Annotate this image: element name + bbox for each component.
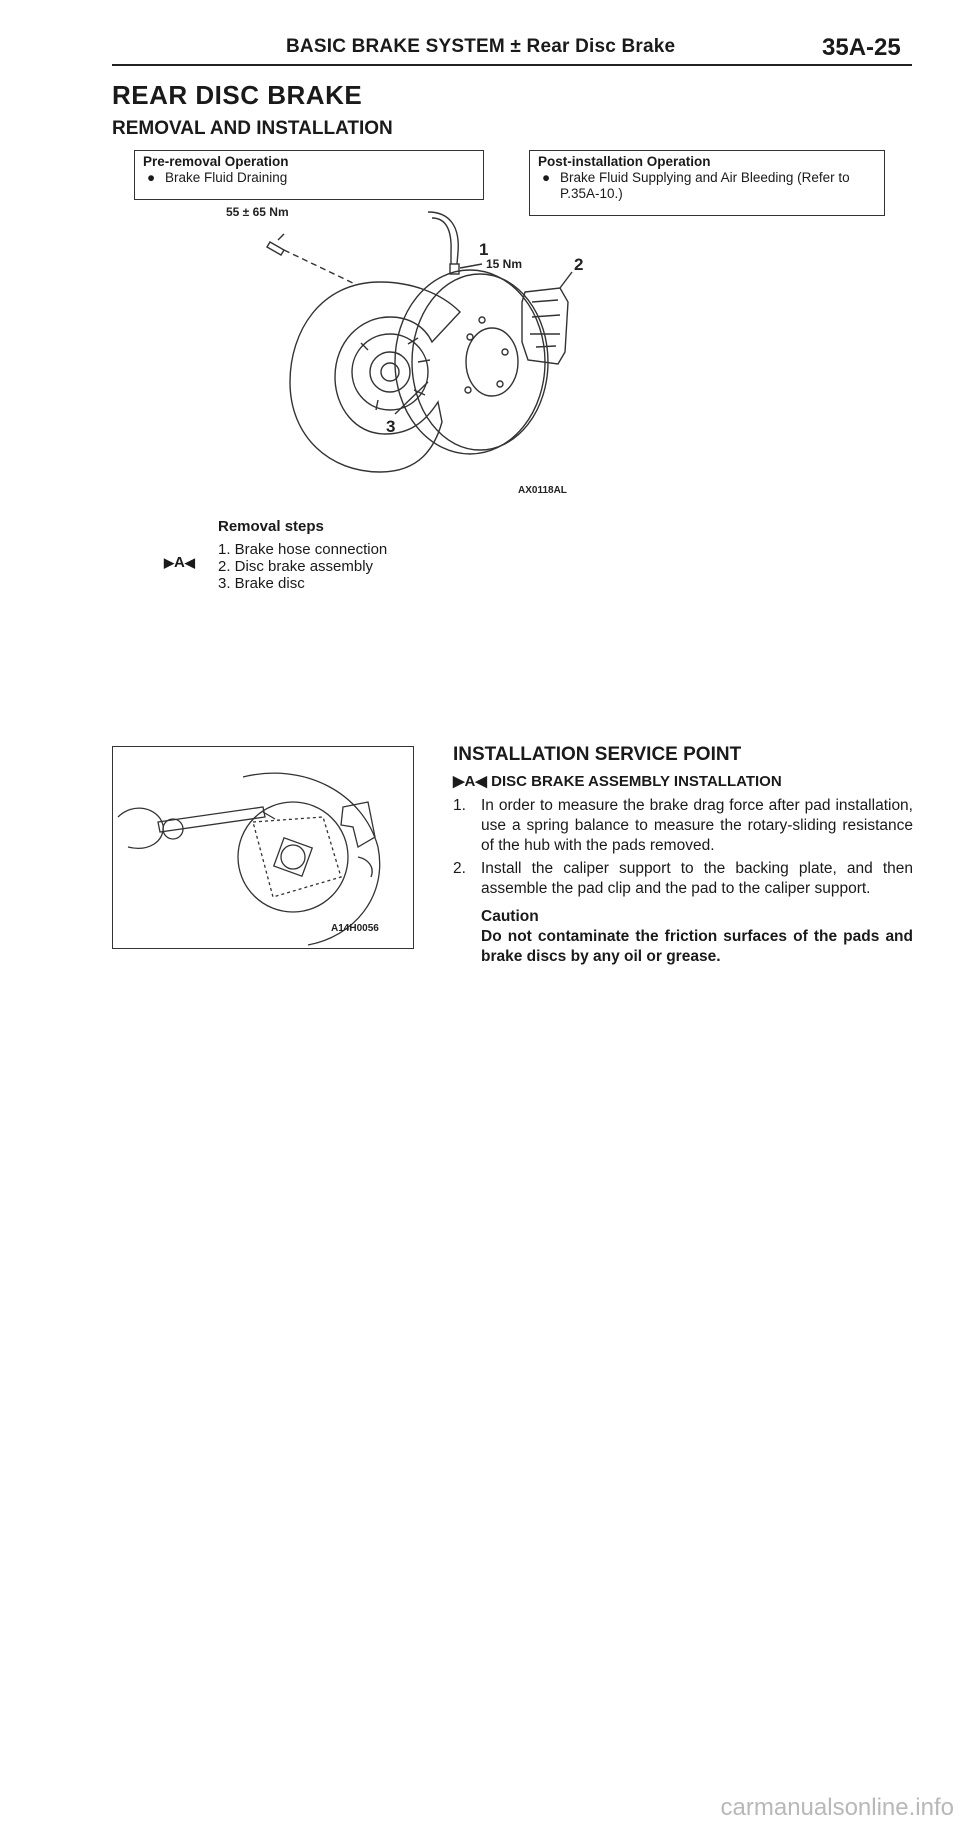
removal-step-3: 3. Brake disc (218, 575, 305, 592)
section-subtitle: REMOVAL AND INSTALLATION (112, 118, 393, 139)
post-installation-title: Post-installation Operation (538, 154, 711, 169)
brake-disc (395, 270, 545, 454)
callout-2: 2 (574, 255, 584, 274)
caution-text: Do not contaminate the friction surfaces of the pads and brake discs by any oil or grease. (481, 928, 913, 965)
step-number: 1. (453, 797, 466, 814)
step-number: 2. (453, 860, 466, 877)
installation-step-1 (453, 796, 913, 856)
marker-letter: A (464, 773, 476, 790)
post-installation-item (538, 170, 876, 202)
pre-removal-item (143, 170, 475, 186)
section-title: REAR DISC BRAKE (112, 80, 363, 110)
left-triangle-icon: ◀ (184, 555, 195, 570)
installation-subtitle: DISC BRAKE ASSEMBLY INSTALLATION (491, 773, 782, 790)
removal-step-1: 1. Brake hose connection (218, 541, 388, 558)
step-text: In order to measure the brake drag force after pad installation, use a spring balance to measure the rotary-sliding resistance of the hub with the pads removed. (481, 797, 913, 854)
step-text: Install the caliper support to the backing plate, and then assemble the pad clip and the pad to the caliper support. (481, 860, 913, 897)
watermark: carmanualsonline.info (720, 1794, 954, 1821)
right-triangle-icon: ▶ (164, 555, 174, 570)
header-rule (112, 64, 912, 66)
installation-step-2 (453, 859, 913, 899)
running-header-title: BASIC BRAKE SYSTEM ± Rear Disc Brake (286, 36, 676, 57)
figure2-code: A14H0056 (331, 923, 379, 934)
removal-steps-title: Removal steps (218, 518, 324, 535)
spring-balance-figure (112, 746, 414, 949)
bolt (267, 242, 284, 255)
installation-body (453, 796, 913, 967)
right-triangle-icon: ▶ (453, 773, 465, 790)
pre-removal-item-text: Brake Fluid Draining (165, 170, 288, 185)
post-installation-box (529, 150, 885, 216)
page-number: 35A-25 (822, 34, 901, 61)
left-triangle-icon: ◀ (475, 773, 487, 790)
hub-inner (370, 352, 410, 392)
post-installation-item-text: Brake Fluid Supplying and Air Bleeding (Refer to P.35A-10.) (560, 170, 850, 201)
figure-code: AX0118AL (518, 485, 567, 496)
installation-heading: INSTALLATION SERVICE POINT (453, 744, 742, 765)
removal-step-2: 2. Disc brake assembly (218, 558, 374, 575)
installation-subheading (453, 772, 782, 790)
callout-3: 3 (386, 417, 396, 436)
pre-removal-box (134, 150, 484, 200)
service-point-marker-a (164, 554, 195, 571)
torque-label-2: 15 Nm (486, 257, 523, 271)
caution-block (453, 907, 913, 967)
callout-1: 1 (479, 240, 489, 259)
removal-steps (218, 518, 387, 592)
spring-balance-illustration (113, 747, 413, 948)
pre-removal-title: Pre-removal Operation (143, 154, 289, 169)
torque-label-1: 55 ± 65 Nm (226, 205, 289, 219)
caution-title: Caution (481, 908, 539, 925)
bullet-icon: ● (147, 170, 156, 185)
brake-hose (428, 212, 458, 264)
bullet-icon: ● (542, 170, 551, 185)
marker-letter: A (174, 554, 185, 571)
rear-brake-exploded-figure (226, 205, 700, 502)
